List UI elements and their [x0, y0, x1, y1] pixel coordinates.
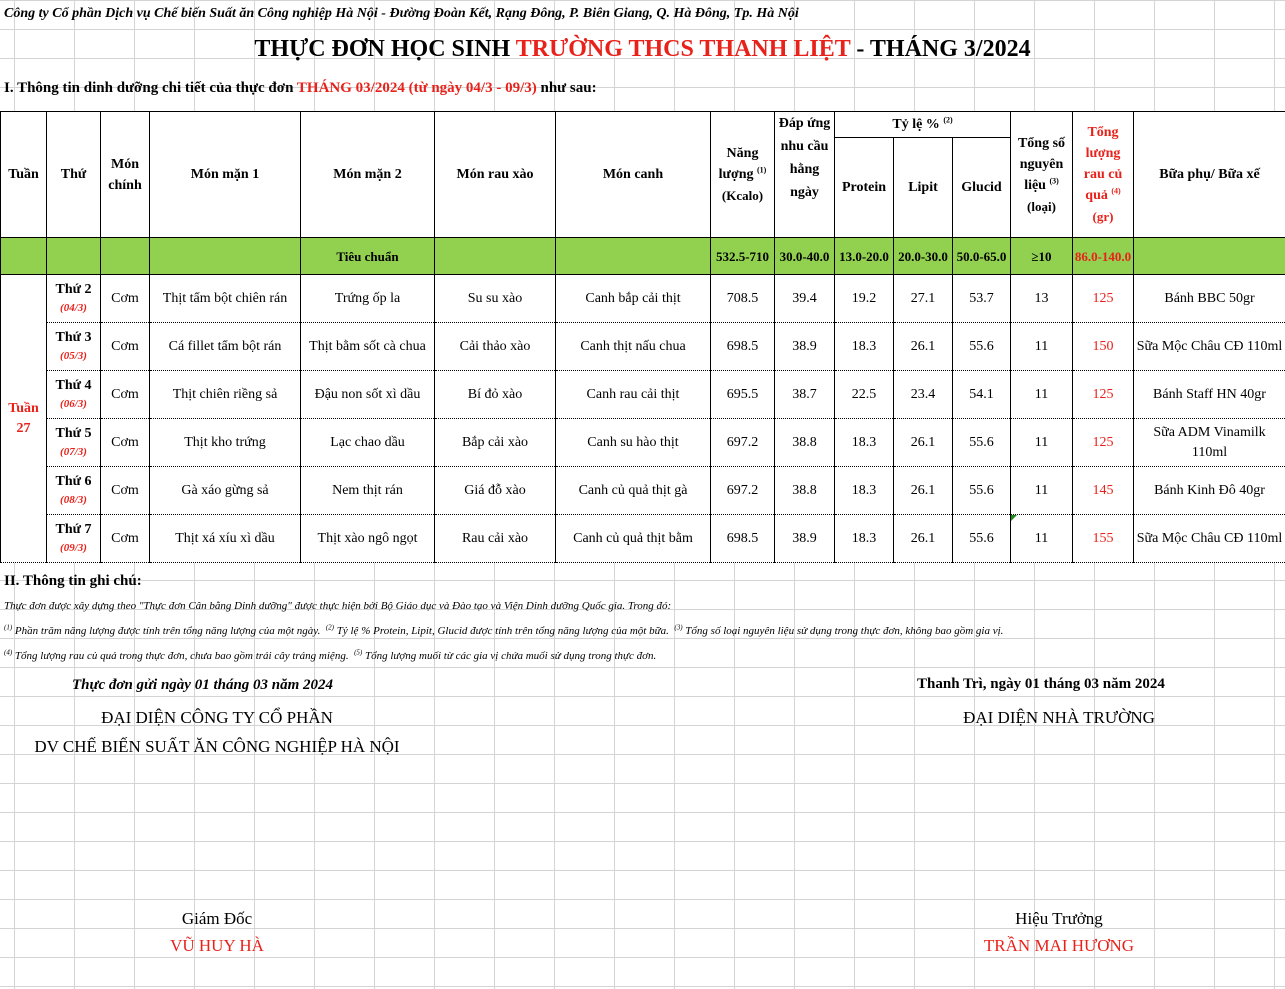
energy-cell: 708.5 [711, 275, 775, 323]
energy-cell: 697.2 [711, 467, 775, 515]
header-energy-unit: (Kcalo) [721, 188, 764, 203]
glucid-cell: 53.7 [953, 275, 1011, 323]
day-cell [47, 371, 101, 419]
day-cell [47, 275, 101, 323]
day-name: Thứ 6 [55, 473, 92, 489]
header-energy-label: Năng lượng [718, 146, 759, 182]
director-title: Giám Đốc [181, 909, 253, 928]
savory-2-cell: Thịt bằm sốt cà chua [301, 323, 435, 371]
title-suffix: - THÁNG 3/2024 [850, 36, 1031, 62]
glucid-cell: 55.6 [953, 323, 1011, 371]
protein-cell: 19.2 [835, 275, 894, 323]
soup-cell: Canh su hào thịt [556, 419, 711, 467]
menu-sent-date: Thực đơn gửi ngày 01 tháng 03 năm 2024 [72, 677, 334, 693]
ingredients-cell: 11 [1011, 515, 1073, 563]
snack-cell: Sữa Mộc Châu CĐ 110ml [1134, 515, 1285, 563]
header-day: Thứ [47, 112, 101, 238]
header-veg-total [1073, 112, 1134, 238]
main-dish-cell: Cơm [101, 323, 150, 371]
header-energy-note: (1) [757, 165, 767, 175]
energy-cell: 697.2 [711, 419, 775, 467]
daily-need-cell: 38.8 [775, 467, 835, 515]
daily-need-cell: 39.4 [775, 275, 835, 323]
veg-total-cell: 150 [1073, 323, 1134, 371]
header-veg-total-note: (4) [1111, 186, 1121, 196]
glucid-cell: 55.6 [953, 467, 1011, 515]
standard-empty-cell [47, 238, 101, 275]
standard-daily: 30.0-40.0 [775, 238, 835, 275]
snack-cell: Sữa Mộc Châu CĐ 110ml [1134, 323, 1285, 371]
stir-fried-veg-cell: Bắp cải xào [435, 419, 556, 467]
snack-cell: Sữa ADM Vinamilk 110ml [1134, 419, 1285, 467]
table-row [1, 467, 1285, 515]
title-school: TRƯỜNG THCS THANH LIỆT [515, 36, 851, 62]
header-ingredients-unit: (loại) [1027, 198, 1056, 214]
daily-need-cell: 38.9 [775, 323, 835, 371]
note-4-text: Tổng lượng rau củ quả trong thực đơn, chưa bao gồm trái cây tráng miệng. [12, 650, 349, 662]
stir-fried-veg-cell: Giá đỗ xào [435, 467, 556, 515]
day-date: (05/3) [60, 349, 87, 362]
school-representative: ĐẠI DIỆN NHÀ TRƯỜNG [963, 708, 1155, 727]
week-label: Tuần 27 [1, 275, 47, 563]
protein-cell: 18.3 [835, 515, 894, 563]
header-snack: Bữa phụ/ Bữa xế [1134, 112, 1285, 238]
place-date: Thanh Trì, ngày 01 tháng 03 năm 2024 [917, 676, 1165, 692]
savory-2-cell: Lạc chao dầu [301, 419, 435, 467]
stir-fried-veg-cell: Rau cải xào [435, 515, 556, 563]
day-date: (08/3) [60, 493, 87, 506]
section-2-heading: II. Thông tin ghi chú: [4, 573, 142, 589]
savory-1-cell: Thịt kho trứng [150, 419, 301, 467]
lipid-cell: 23.4 [894, 371, 953, 419]
stir-fried-veg-cell: Bí đỏ xào [435, 371, 556, 419]
notes-line-1 [4, 625, 1003, 637]
ingredients-cell: 11 [1011, 467, 1073, 515]
daily-need-cell: 38.8 [775, 419, 835, 467]
main-dish-cell: Cơm [101, 371, 150, 419]
standard-label: Tiêu chuẩn [301, 238, 435, 275]
main-dish-cell: Cơm [101, 419, 150, 467]
section-1-suffix: như sau: [536, 80, 597, 96]
note-4-mark: (4) [4, 648, 13, 657]
principal-title: Hiệu Trưởng [1015, 909, 1103, 928]
company-representative-line-1: ĐẠI DIỆN CÔNG TY CỔ PHẦN [101, 708, 333, 727]
standard-ingredients: ≥10 [1011, 238, 1073, 275]
header-savory-2: Món mặn 2 [301, 112, 435, 238]
main-dish-cell: Cơm [101, 275, 150, 323]
header-ratio-note: (2) [943, 115, 953, 125]
header-ingredients-note: (3) [1049, 175, 1059, 185]
protein-cell: 18.3 [835, 419, 894, 467]
protein-cell: 18.3 [835, 467, 894, 515]
ingredients-cell: 11 [1011, 419, 1073, 467]
savory-1-cell: Thịt xá xíu xì dầu [150, 515, 301, 563]
company-address-line: Công ty Cổ phần Dịch vụ Chế biến Suất ăn Công nghiệp Hà Nội - Đường Đoàn Kết, Rạng Đông, P. Biên Giang, Q. Hà Đông, Tp. Hà Nội [4, 6, 799, 21]
table-row [1, 275, 1285, 323]
lipid-cell: 26.1 [894, 419, 953, 467]
veg-total-cell: 125 [1073, 275, 1134, 323]
note-3-text: Tổng số loại nguyên liệu sử dụng trong thực đơn, không bao gồm gia vị. [682, 625, 1004, 637]
protein-cell: 18.3 [835, 323, 894, 371]
ingredients-cell: 11 [1011, 323, 1073, 371]
principal-name: TRẦN MAI HƯƠNG [983, 936, 1135, 955]
savory-1-cell: Gà xáo gừng sả [150, 467, 301, 515]
day-date: (09/3) [60, 541, 87, 554]
snack-cell: Bánh Staff HN 40gr [1134, 371, 1285, 419]
glucid-cell: 55.6 [953, 515, 1011, 563]
header-energy [711, 112, 775, 238]
note-2-text: Tỷ lệ % Protein, Lipit, Glucid được tính trên tổng năng lượng của một bữa. [334, 625, 669, 637]
header-ratio-label: Tỷ lệ % [892, 117, 940, 132]
stir-fried-veg-cell: Su su xào [435, 275, 556, 323]
day-cell [47, 467, 101, 515]
savory-1-cell: Thịt tẩm bột chiên rán [150, 275, 301, 323]
energy-cell: 698.5 [711, 515, 775, 563]
director-name: VŨ HUY HÀ [170, 936, 264, 955]
protein-cell: 22.5 [835, 371, 894, 419]
energy-cell: 695.5 [711, 371, 775, 419]
header-veg-total-unit: (gr) [1092, 209, 1114, 224]
table-row [1, 419, 1285, 467]
daily-need-cell: 38.9 [775, 515, 835, 563]
soup-cell: Canh củ quả thịt gà [556, 467, 711, 515]
standard-energy: 532.5-710 [711, 238, 775, 275]
header-week: Tuần [1, 112, 47, 238]
standard-empty-cell [556, 238, 711, 275]
standard-empty-cell [101, 238, 150, 275]
page-title [0, 36, 1285, 63]
standard-protein: 13.0-20.0 [835, 238, 894, 275]
soup-cell: Canh rau cải thịt [556, 371, 711, 419]
section-1-heading [4, 80, 597, 97]
header-lipid: Lipit [894, 138, 953, 238]
day-name: Thứ 3 [55, 329, 92, 345]
glucid-cell: 55.6 [953, 419, 1011, 467]
header-ratio [835, 112, 1011, 138]
glucid-cell: 54.1 [953, 371, 1011, 419]
standard-vegtotal: 86.0-140.0 [1073, 238, 1134, 275]
energy-cell: 698.5 [711, 323, 775, 371]
soup-cell: Canh bắp cải thịt [556, 275, 711, 323]
savory-1-cell: Thịt chiên riềng sả [150, 371, 301, 419]
note-1-mark: (1) [4, 623, 13, 632]
note-1-text: Phần trăm năng lượng được tính trên tổng năng lượng của một ngày. [12, 625, 321, 637]
day-date: (07/3) [60, 445, 87, 458]
table-row [1, 515, 1285, 563]
veg-total-cell: 145 [1073, 467, 1134, 515]
cell-comment-marker [1011, 515, 1017, 521]
ingredients-cell: 13 [1011, 275, 1073, 323]
veg-total-cell: 125 [1073, 419, 1134, 467]
section-1-prefix: I. Thông tin dinh dưỡng chi tiết của thực đơn [4, 80, 297, 96]
header-savory-1: Món mặn 1 [150, 112, 301, 238]
stir-fried-veg-cell: Cải thảo xào [435, 323, 556, 371]
day-date: (04/3) [60, 301, 87, 314]
savory-2-cell: Nem thịt rán [301, 467, 435, 515]
menu-table [0, 111, 1285, 563]
section-1-period: THÁNG 03/2024 (từ ngày 04/3 - 09/3) [296, 80, 537, 96]
standard-empty-cell [150, 238, 301, 275]
standard-glucid: 50.0-65.0 [953, 238, 1011, 275]
ingredients-cell: 11 [1011, 371, 1073, 419]
lipid-cell: 26.1 [894, 515, 953, 563]
notes-line-2 [4, 650, 656, 662]
header-soup: Món canh [556, 112, 711, 238]
company-representative-line-2: DV CHẾ BIẾN SUẤT ĂN CÔNG NGHIỆP HÀ NỘI [34, 737, 400, 756]
title-prefix: THỰC ĐƠN HỌC SINH [254, 36, 516, 62]
day-name: Thứ 5 [55, 425, 92, 441]
daily-need-cell: 38.7 [775, 371, 835, 419]
note-5-mark: (5) [354, 648, 363, 657]
table-row [1, 323, 1285, 371]
lipid-cell: 27.1 [894, 275, 953, 323]
lipid-cell: 26.1 [894, 467, 953, 515]
savory-1-cell: Cá fillet tẩm bột rán [150, 323, 301, 371]
note-5-text: Tổng lượng muối từ các gia vị chứa muối sử dụng trong thực đơn. [362, 650, 657, 662]
header-ingredients-label: Tổng số nguyên liệu [1017, 135, 1066, 193]
standard-lipid: 20.0-30.0 [894, 238, 953, 275]
main-dish-cell: Cơm [101, 467, 150, 515]
note-intro: Thực đơn được xây dựng theo "Thực đơn Cân bằng Dinh dưỡng" được thực hiện bởi Bộ Giáo dục và Đào tạo và Viện Dinh dưỡng Quốc gia. Trong đó: [4, 600, 672, 612]
snack-cell: Bánh BBC 50gr [1134, 275, 1285, 323]
day-cell [47, 515, 101, 563]
day-date: (06/3) [60, 397, 87, 410]
standard-row [1, 238, 1285, 275]
standard-empty-cell [1, 238, 47, 275]
header-ingredients [1011, 112, 1073, 238]
header-glucid: Glucid [953, 138, 1011, 238]
savory-2-cell: Trứng ốp la [301, 275, 435, 323]
soup-cell: Canh củ quả thịt bằm [556, 515, 711, 563]
veg-total-cell: 155 [1073, 515, 1134, 563]
day-name: Thứ 4 [55, 377, 92, 393]
header-stir-fried-veg: Món rau xào [435, 112, 556, 238]
table-row [1, 371, 1285, 419]
soup-cell: Canh thịt nấu chua [556, 323, 711, 371]
snack-cell: Bánh Kinh Đô 40gr [1134, 467, 1285, 515]
header-protein: Protein [835, 138, 894, 238]
day-cell [47, 323, 101, 371]
main-dish-cell: Cơm [101, 515, 150, 563]
header-veg-total-label: Tổng lượng rau củ quả [1083, 125, 1123, 203]
savory-2-cell: Đậu non sốt xì dầu [301, 371, 435, 419]
day-name: Thứ 2 [55, 281, 92, 297]
veg-total-cell: 125 [1073, 371, 1134, 419]
header-main-dish: Món chính [101, 112, 150, 238]
note-2-mark: (2) [325, 623, 334, 632]
note-3-mark: (3) [674, 623, 683, 632]
savory-2-cell: Thịt xào ngô ngọt [301, 515, 435, 563]
header-daily-need: Đáp ứng nhu cầu hằng ngày [775, 112, 835, 238]
day-cell [47, 419, 101, 467]
day-name: Thứ 7 [55, 521, 92, 537]
lipid-cell: 26.1 [894, 323, 953, 371]
standard-empty-cell [1134, 238, 1285, 275]
standard-empty-cell [435, 238, 556, 275]
